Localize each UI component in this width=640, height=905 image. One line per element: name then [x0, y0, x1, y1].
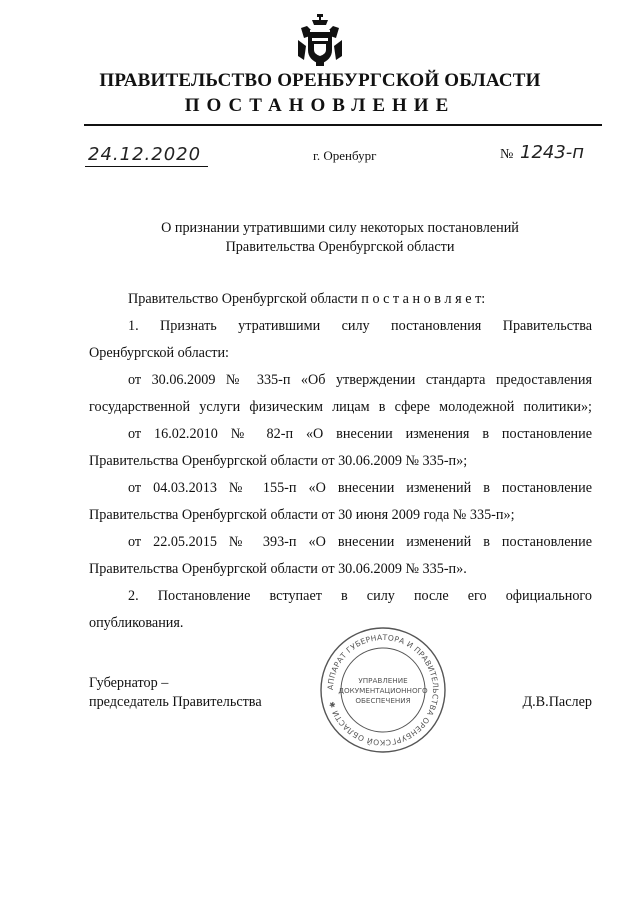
organization-title: ПРАВИТЕЛЬСТВО ОРЕНБУРГСКОЙ ОБЛАСТИ: [99, 70, 541, 91]
paragraph-1-line-2: Оренбургской области:: [89, 345, 229, 361]
item-1-line-1: от 30.06.2009 № 335-п «Об утверждении стандарта предоставления: [128, 372, 592, 388]
svg-text:ОБЕСПЕЧЕНИЯ: ОБЕСПЕЧЕНИЯ: [355, 696, 411, 705]
item-2-line-2: Правительства Оренбургской области от 30.06.2009 № 335-п»;: [89, 453, 468, 469]
subject-line: О признании утратившими силу некоторых постановлений: [161, 220, 519, 236]
preamble: Правительство Оренбургской области п о с т а н о в л я е т:: [128, 291, 486, 307]
svg-text:АППАРАТ ГУБЕРНАТОРА И ПРАВИТЕЛ: АППАРАТ ГУБЕРНАТОРА И ПРАВИТЕЛЬСТВА ОРЕНБУРГСКОЙ ОБЛАСТИ ✱: [325, 632, 441, 748]
item-3-line-2: Правительства Оренбургской области от 30 июня 2009 года № 335-п»;: [89, 507, 515, 523]
official-stamp: [318, 625, 448, 755]
document-subject: [140, 219, 540, 257]
svg-text:УПРАВЛЕНИЕ: УПРАВЛЕНИЕ: [358, 676, 408, 685]
document-city: г. Оренбург: [313, 148, 377, 163]
paragraph-2-line-2: опубликования.: [89, 615, 184, 631]
number-prefix: №: [500, 147, 514, 162]
item-3-line-1: от 04.03.2013 № 155-п «О внесении изменений в постановление: [128, 480, 592, 496]
document-date: 24.12.2020: [88, 144, 202, 165]
item-4-line-2: Правительства Оренбургской области от 30.06.2009 № 335-п».: [89, 561, 467, 577]
document-number: 1243-п: [520, 142, 585, 163]
document-type-title: ПОСТАНОВЛЕНИЕ: [184, 95, 456, 116]
signatory-title-line: председатель Правительства: [89, 694, 262, 710]
paragraph-1-line-1: 1. Признать утратившими силу постановления Правительства: [128, 318, 592, 334]
subject-line: Правительства Оренбургской области: [225, 239, 455, 255]
signatory-name: Д.В.Паслер: [522, 694, 592, 710]
date-underline: [85, 166, 208, 167]
item-4-line-1: от 22.05.2015 № 393-п «О внесении изменений в постановление: [128, 534, 592, 550]
paragraph-2-line-1: 2. Постановление вступает в силу после его официального: [128, 588, 592, 604]
signatory-title: [89, 674, 262, 712]
item-1-line-2: государственной услуги физическим лицам в сфере молодежной политики»;: [89, 399, 592, 415]
signatory-title-line: Губернатор –: [89, 675, 169, 691]
svg-text:ДОКУМЕНТАЦИОННОГО: ДОКУМЕНТАЦИОННОГО: [338, 686, 428, 695]
coat-of-arms-icon: [296, 14, 344, 68]
header-divider: [84, 124, 602, 126]
item-2-line-1: от 16.02.2010 № 82-п «О внесении изменения в постановление: [128, 426, 592, 442]
